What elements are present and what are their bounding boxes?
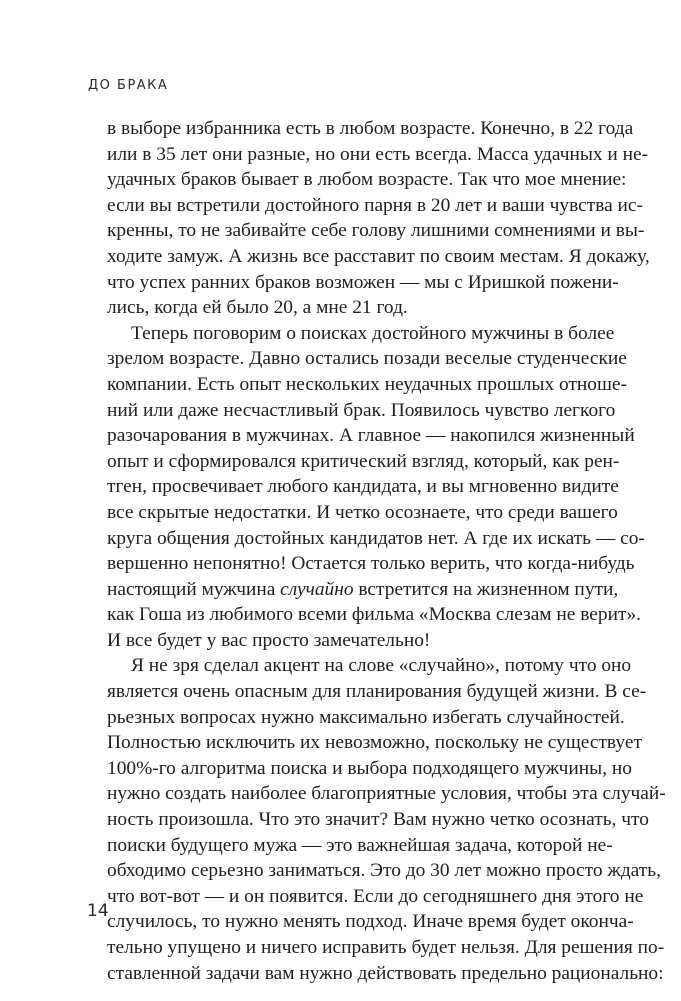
text-line: компании. Есть опыт нескольких неудачных прошлых отноше- bbox=[107, 373, 627, 395]
text-line: И все будет у вас просто замечательно! bbox=[107, 629, 431, 651]
text-line: или в 35 лет они разные, но они есть всегда. Масса удачных и не- bbox=[107, 143, 649, 165]
text-line: ность произошла. Что это значит? Вам нужно четко осознать, что bbox=[107, 809, 649, 831]
text-line: обходимо серьезно заниматься. Это до 30 лет можно просто ждать, bbox=[107, 860, 661, 882]
text-line: лись, когда ей было 20, а мне 21 год. bbox=[107, 297, 408, 319]
text-line: как Гоша из любимого всеми фильма «Москва слезам не верит». bbox=[107, 604, 641, 626]
text-line: Теперь поговорим о поисках достойного мужчины в более bbox=[131, 322, 615, 344]
text-line: Я не зря сделал акцент на слове «случайно», потому что оно bbox=[131, 655, 632, 677]
text-line: ходите замуж. А жизнь все расставит по своим местам. Я докажу, bbox=[107, 245, 650, 267]
text-line: все скрытые недостатки. И четко осознаете, что среди вашего bbox=[107, 501, 618, 523]
text-line: что успех ранних браков возможен — мы с Иришкой пожени- bbox=[107, 271, 619, 293]
text-line: поиски будущего мужа — это важнейшая задача, которой не- bbox=[107, 834, 613, 856]
running-head: ДО БРАКА bbox=[88, 78, 169, 93]
text-line: является очень опасным для планирования будущей жизни. В се- bbox=[107, 681, 647, 703]
text-line: что вот-вот — и он появится. Если до сегодняшнего дня этого не bbox=[107, 885, 644, 907]
text-line: кренны, то не забивайте себе голову лишними сомнениями и вы- bbox=[107, 220, 645, 242]
text-line: если вы встретили достойного парня в 20 лет и ваши чувства ис- bbox=[107, 194, 643, 216]
text-line: в выборе избранника есть в любом возрасте. Конечно, в 22 года bbox=[107, 118, 634, 139]
text-line: Полностью исключить их невозможно, поскольку не существует bbox=[107, 732, 642, 754]
text-line: ставленной задачи вам нужно действовать предельно рационально: bbox=[107, 962, 664, 984]
text-line: тген, просвечивает любого кандидата, и вы мгновенно видите bbox=[107, 476, 619, 498]
body-text bbox=[107, 116, 666, 986]
text-line: настоящий мужчина случайно встретится на жизненном пути, bbox=[107, 578, 619, 600]
text-line: вершенно непонятно! Остается только верить, что когда-нибудь bbox=[107, 553, 635, 575]
text-line: опыт и сформировался критический взгляд, который, как рен- bbox=[107, 450, 620, 472]
text-line: 100%-го алгоритма поиска и выбора подходящего мужчины, но bbox=[107, 757, 632, 779]
text-line: нужно создать наиболее благоприятные условия, чтобы эта случай- bbox=[107, 783, 666, 805]
text-line: рьезных вопросах нужно максимально избегать случайностей. bbox=[107, 706, 625, 728]
text-line: случилось, то нужно менять подход. Иначе время будет оконча- bbox=[107, 911, 634, 933]
text-line: круга общения достойных кандидатов нет. А где их искать — со- bbox=[107, 527, 645, 549]
text-line: разочарования в мужчинах. А главное — накопился жизненный bbox=[107, 425, 635, 447]
text-line: зрелом возрасте. Давно остались позади веселые студенческие bbox=[107, 348, 627, 370]
page-number: 14 bbox=[87, 901, 109, 921]
text-line: тельно упущено и ничего исправить будет нельзя. Для решения по- bbox=[107, 937, 665, 958]
text-line: удачных браков бывает в любом возрасте. Так что мое мнение: bbox=[107, 169, 627, 191]
text-line: ний или даже несчастливый брак. Появилось чувство легкого bbox=[107, 399, 616, 421]
